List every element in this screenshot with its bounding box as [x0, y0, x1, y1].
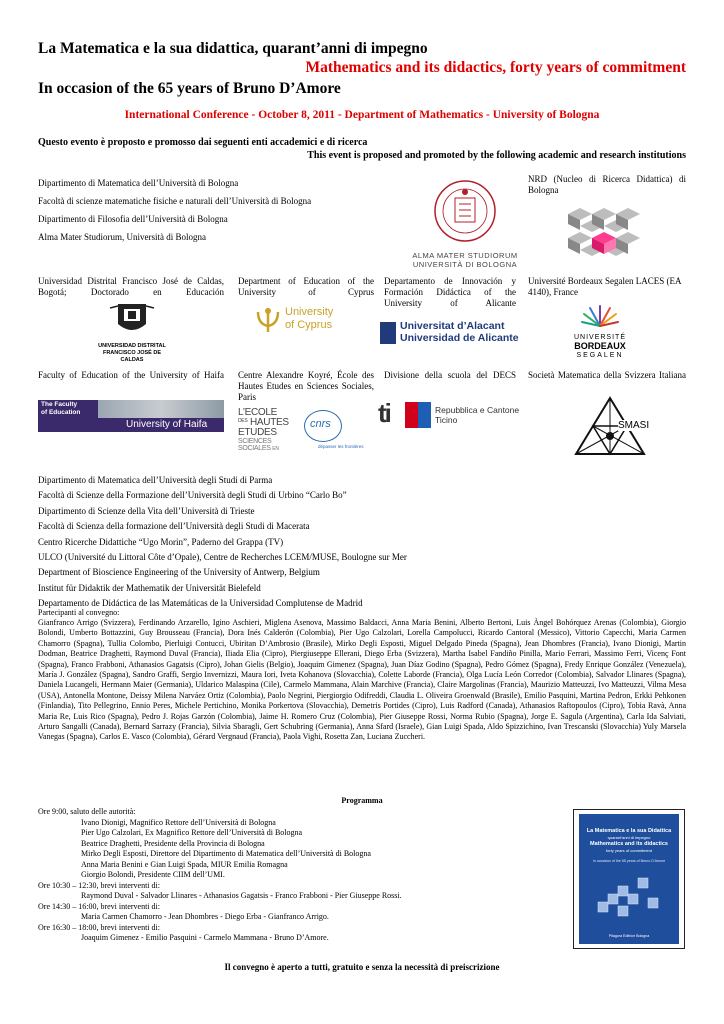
- bordeaux-line3: SEGALEN: [576, 352, 624, 359]
- bordeaux-burst-icon: [560, 302, 640, 328]
- institution-haifa: Faculty of Education of the University of Haifa: [38, 370, 224, 380]
- list-item: Alma Mater Studiorum, Università di Bologna: [38, 232, 206, 242]
- bordeaux-line2: BORDEAUX: [574, 341, 626, 351]
- institution-cyprus: Department of Education of the University of Cyprus: [238, 276, 374, 297]
- institution-decs: Divisione della scuola del DECS: [384, 370, 516, 380]
- book-title5: In occasion of the 65 years of Bruno D’Amore: [592, 859, 666, 863]
- programma-speaker-line: Anna Maria Benini e Gian Luigi Spada, MIUR Emilia Romagna: [81, 859, 288, 869]
- programma-speaker-line: Maria Carmen Chamorro - Jean Dhombres - Diego Erba - Gianfranco Arrigo.: [81, 912, 329, 921]
- institution-bordeaux: Université Bordeaux Segalen LACES (EA 4140), France: [528, 276, 681, 297]
- book-cubes-icon: [594, 872, 664, 920]
- bordeaux-line1: UNIVERSITÉ: [573, 334, 626, 341]
- ehess-line4: SCIENCES: [238, 438, 272, 445]
- distrital-crest-icon: [92, 302, 172, 338]
- haifa-line2: of Education: [41, 408, 81, 416]
- list-item: Department of Bioscience Engineering of the University of Antwerp, Belgium: [38, 567, 320, 578]
- conference-line: International Conference - October 8, 2011 - Department of Mathematics - University of Bologna: [124, 109, 600, 121]
- list-item: Dipartimento di Filosofia dell’Università di Bologna: [38, 214, 228, 224]
- programma-time-line: Ore 16:30 – 18:00, brevi interventi di:: [38, 922, 160, 932]
- smasi-logo: [568, 394, 668, 458]
- alma-mater-line2: UNIVERSITÀ DI BOLOGNA: [412, 260, 518, 269]
- institution-ehess: Centre Alexandre Koyré, École des Hautes Etudes en Sciences Sociales, Paris: [238, 370, 374, 402]
- book-title2: quarant’anni di impegno: [607, 834, 651, 840]
- list-item: Dipartimento di Matematica dell’Università di Bologna: [38, 178, 239, 188]
- alma-mater-line1: ALMA MATER STUDIORUM: [412, 251, 518, 260]
- ehess-line5: SOCIALES: [238, 445, 271, 452]
- haifa-logo: [38, 400, 224, 432]
- bordeaux-logo: [560, 302, 640, 358]
- programma-list: [38, 807, 402, 944]
- institution-smasi: Società Matematica della Svizzera Italiana: [528, 370, 686, 380]
- ticino-logo: [378, 398, 528, 432]
- participants-heading: Partecipanti al convegno:: [38, 608, 120, 617]
- alicante-line1: Universitat d’Alacant: [400, 320, 505, 332]
- list-item: Facoltà di Scienze della Formazione dell’Università degli Studi di Urbino “Carlo Bo”: [38, 490, 347, 501]
- ehess-line2: HAUTES: [250, 417, 289, 428]
- promoted-english: This event is proposed and promoted by the following academic and research institutions: [307, 150, 686, 161]
- programma-speaker-line: Mirko Degli Esposti, Direttore del Dipartimento di Matematica dell’Università di Bologna: [81, 849, 371, 858]
- participants-list: Gianfranco Arrigo (Svizzera), Ferdinando Arzarello, Igino Aschieri, Miglena Asenova, Massimo Baldacci, Anna Maria Benini, Alberto Bertoni, Luis Àngel Bohórquez Arenas (Colombia), Giorgio Bolondi, Umberto Bottazzini, Guy Brousseau (Francia), Dora Inés Calderón (Colombia), Pier Ugo Calzolari, Lorella Campolucci, Ricardo Cantoral (Messico), Vittorio Capecchi, Maria Carmen Chamorro (Spagna), Tullia Colombo, Pierluigi Contucci, Ubiritan D’Ambrosio (Brasile), Mirko Degli Esposti, Miguel Delgado Pineda (Spagna), Jean Dhombres (Francia), Ivano Dionigi, Martin Dodman, Beatrice Draghetti, Raymond Duval (Francia), Iliada Elia (Cipro), Piergiuseppe Ellerani, Diego Erba (Svizzera), Martha Isabel Fandiño Pinilla, Mario Ferrari, Massimo Ferri, Vicenç Font (Spagna), Franco Frabboni, Athanasios Gagatsis (Cipro), Johan Gielis (Belgio), Joaquim Gimenez (Spagna), Juan Díaz Godino (Spagna), Pedro Gómez (Spagna), Fredy Enrique González (Venezuela), María J. González (Spagna), Sandro Graffi, Sergio Invernizzi, Maura Iori, Iveta Kohanova (Slovacchia), Colette Laborde (Francia), Olga Lucía León Corredor (Colombia), Salvador Llinares (Spagna), Daniela Lucangeli, Hermann Maier (Germania), Uldarico Malaspina (Cile), Carmelo Mammana, Alain Marchive (Francia), Claire Margolinas (Francia), Maurizio Matteuzzi, Ivo Matteuzzi, Vilma Mesa (USA), Antonella Montone, Deissy Milena Narváez Ortiz (Colombia), Paolo Negrini, Piergiorgio Odifreddi, Claudia L. Oliveira Groenwald (Brasile), Emilio Pasquini, Martina Pedron, Erkki Pehkonen (Finlandia), Tito Pellegrino, Ennio Peres, Michele Pertichino, Monika Porkertova (Slovacchia), Demetris Portides (Cipro), Luis Radford (Canada), Athanasios Raftopoulos (Cipro), Tobia Ravà, Anna Maria Re, Luis Rico (Spagna), Pedro J. Rojas Garzón (Colombia), Jaime H. Romero Cruz (Colombia), Pier Giuseppe Rossi, Norma Rubio (Spagna), Jorge E. Sagula (Argentina), Carla Ida Salviati, Arturo Sangalli (Canada), Bernard Sarrazy (Francia), Silvia Sbaragli, Gert Schubring (Germania), Anna Sfard (Israele), Gian Luigi Spada, Aldo Spizzichino, Ivan Trescanski (Slovacchia) Yuly Marsela Vanegas (Spagna), Carlos E. Vasco (Colombia), Gérard Vergnaud (Francia), Paola Vighi, Rosetta Zan, Luciana Zuccheri.: [38, 618, 686, 742]
- book-title1: La Matematica e la sua Didattica: [586, 828, 672, 834]
- haifa-line3: University of Haifa: [126, 419, 208, 430]
- smasi-label: SMASI: [618, 420, 650, 431]
- title-italian: La Matematica e la sua didattica, quarant’anni di impegno: [38, 40, 428, 57]
- list-item: Centro Ricerche Didattiche “Ugo Morin”, Paderno del Grappa (TV): [38, 536, 284, 547]
- institution-distrital: Universidad Distrital Francisco José de Caldas, Bogotá; Doctorado en Educación: [38, 276, 224, 297]
- programma-speaker-line: Raymond Duval - Salvador Llinares - Athanasios Gagatsis - Franco Frabboni - Pier Giuseppe Rossi.: [81, 891, 402, 900]
- alicante-logo: [380, 320, 520, 346]
- nrd-text: NRD (Nucleo di Ricerca Didattica) di Bologna: [528, 174, 686, 195]
- programma-time-line: Ore 9:00, saluto delle autorità:: [38, 807, 136, 816]
- cyprus-line1: University: [285, 306, 334, 318]
- cnrs-label: cnrs: [310, 418, 331, 430]
- cnrs-tag: dépasser les frontières: [318, 444, 364, 449]
- distrital-logo: [92, 302, 172, 363]
- promoted-italian: Questo evento è proposto e promosso dai seguenti enti accademici e di ricerca: [38, 137, 368, 148]
- programma-speaker-line: Ivano Dionigi, Magnifico Rettore dell’Università di Bologna: [81, 817, 276, 827]
- ehess-side1: DES: [238, 418, 248, 424]
- ehess-cnrs-logo: [238, 408, 378, 464]
- subtitle: In occasion of the 65 years of Bruno D’Amore: [38, 80, 341, 97]
- ehess-line1: L’ECOLE: [238, 407, 278, 418]
- list-item: Departamento de Didáctica de las Matemáticas de la Universidad Complutense de Madrid: [38, 598, 363, 609]
- cyprus-logo: [255, 306, 355, 336]
- institution-alicante: Departamento de Innovación y Formación Didáctica of the University of Alicante: [384, 276, 516, 308]
- list-item: Institut für Didaktik der Mathematik der Universität Bielefeld: [38, 582, 261, 593]
- bologna-institutions: [38, 174, 311, 246]
- list-item: Dipartimento di Scienze della Vita dell’Università di Trieste: [38, 505, 255, 516]
- programma-time-line: Ore 14:30 – 16:00, brevi interventi di:: [38, 901, 160, 911]
- list-item: Facoltà di scienze matematiche fisiche e naturali dell’Università di Bologna: [38, 196, 312, 206]
- title-english: Mathematics and its didactics, forty years of commitment: [305, 59, 686, 76]
- ehess-side2: EN: [272, 446, 279, 452]
- distrital-line1: UNIVERSIDAD DISTRITAL: [98, 343, 166, 349]
- programma-heading: Programma: [341, 796, 383, 805]
- distrital-line2: FRANCISCO JOSÉ DE CALDAS: [102, 350, 162, 363]
- book-publisher: Pitagora Editrice Bologna: [608, 934, 650, 938]
- other-institutions: [38, 473, 407, 612]
- alicante-emblem-icon: [380, 322, 396, 344]
- footer-note: Il convegno è aperto a tutti, gratuito e senza la necessità di preiscrizione: [224, 962, 500, 972]
- list-item: Facoltà di Scienza della formazione dell’Università degli Studi di Macerata: [38, 521, 310, 532]
- book-title3: Mathematics and its didactics: [590, 841, 668, 847]
- ticino-line1: Repubblica e Cantone: [435, 405, 520, 415]
- programma-speaker-line: Giorgio Bolondi, Presidente CIIM dell’UMI.: [81, 870, 225, 879]
- ehess-line3: ETUDES: [238, 427, 277, 438]
- programma-speaker-line: Beatrice Draghetti, Presidente della Provincia di Bologna: [81, 838, 265, 848]
- haifa-line1: The Faculty: [41, 401, 78, 408]
- alicante-line2: Universidad de Alicante: [400, 332, 519, 344]
- book-cover: [573, 809, 685, 949]
- programma-time-line: Ore 10:30 – 12:30, brevi interventi di:: [38, 880, 160, 890]
- ticino-ti: ti: [378, 398, 390, 428]
- programma-speaker-line: Pier Ugo Calzolari, Ex Magnifico Rettore dell’Università di Bologna: [81, 828, 303, 837]
- nrd-logo: [558, 204, 648, 264]
- ticino-line2: Ticino: [435, 415, 458, 425]
- ticino-flag-blue: [418, 402, 431, 428]
- cyprus-emblem-icon: [255, 306, 281, 334]
- alma-mater-logo: [405, 178, 525, 269]
- list-item: ULCO (Université du Littoral Côte d’Opale), Centre de Recherches LCEM/MUSE, Boulogne sur Mer: [38, 552, 407, 563]
- book-title4: forty years of commitment: [605, 847, 652, 853]
- list-item: Dipartimento di Matematica dell’Università degli Studi di Parma: [38, 475, 273, 485]
- cyprus-line2: of Cyprus: [285, 319, 333, 331]
- programma-speaker-line: Joaquim Gimenez - Emilio Pasquini - Carmelo Mammana - Bruno D’Amore.: [81, 933, 329, 942]
- ticino-flag-red: [405, 402, 418, 428]
